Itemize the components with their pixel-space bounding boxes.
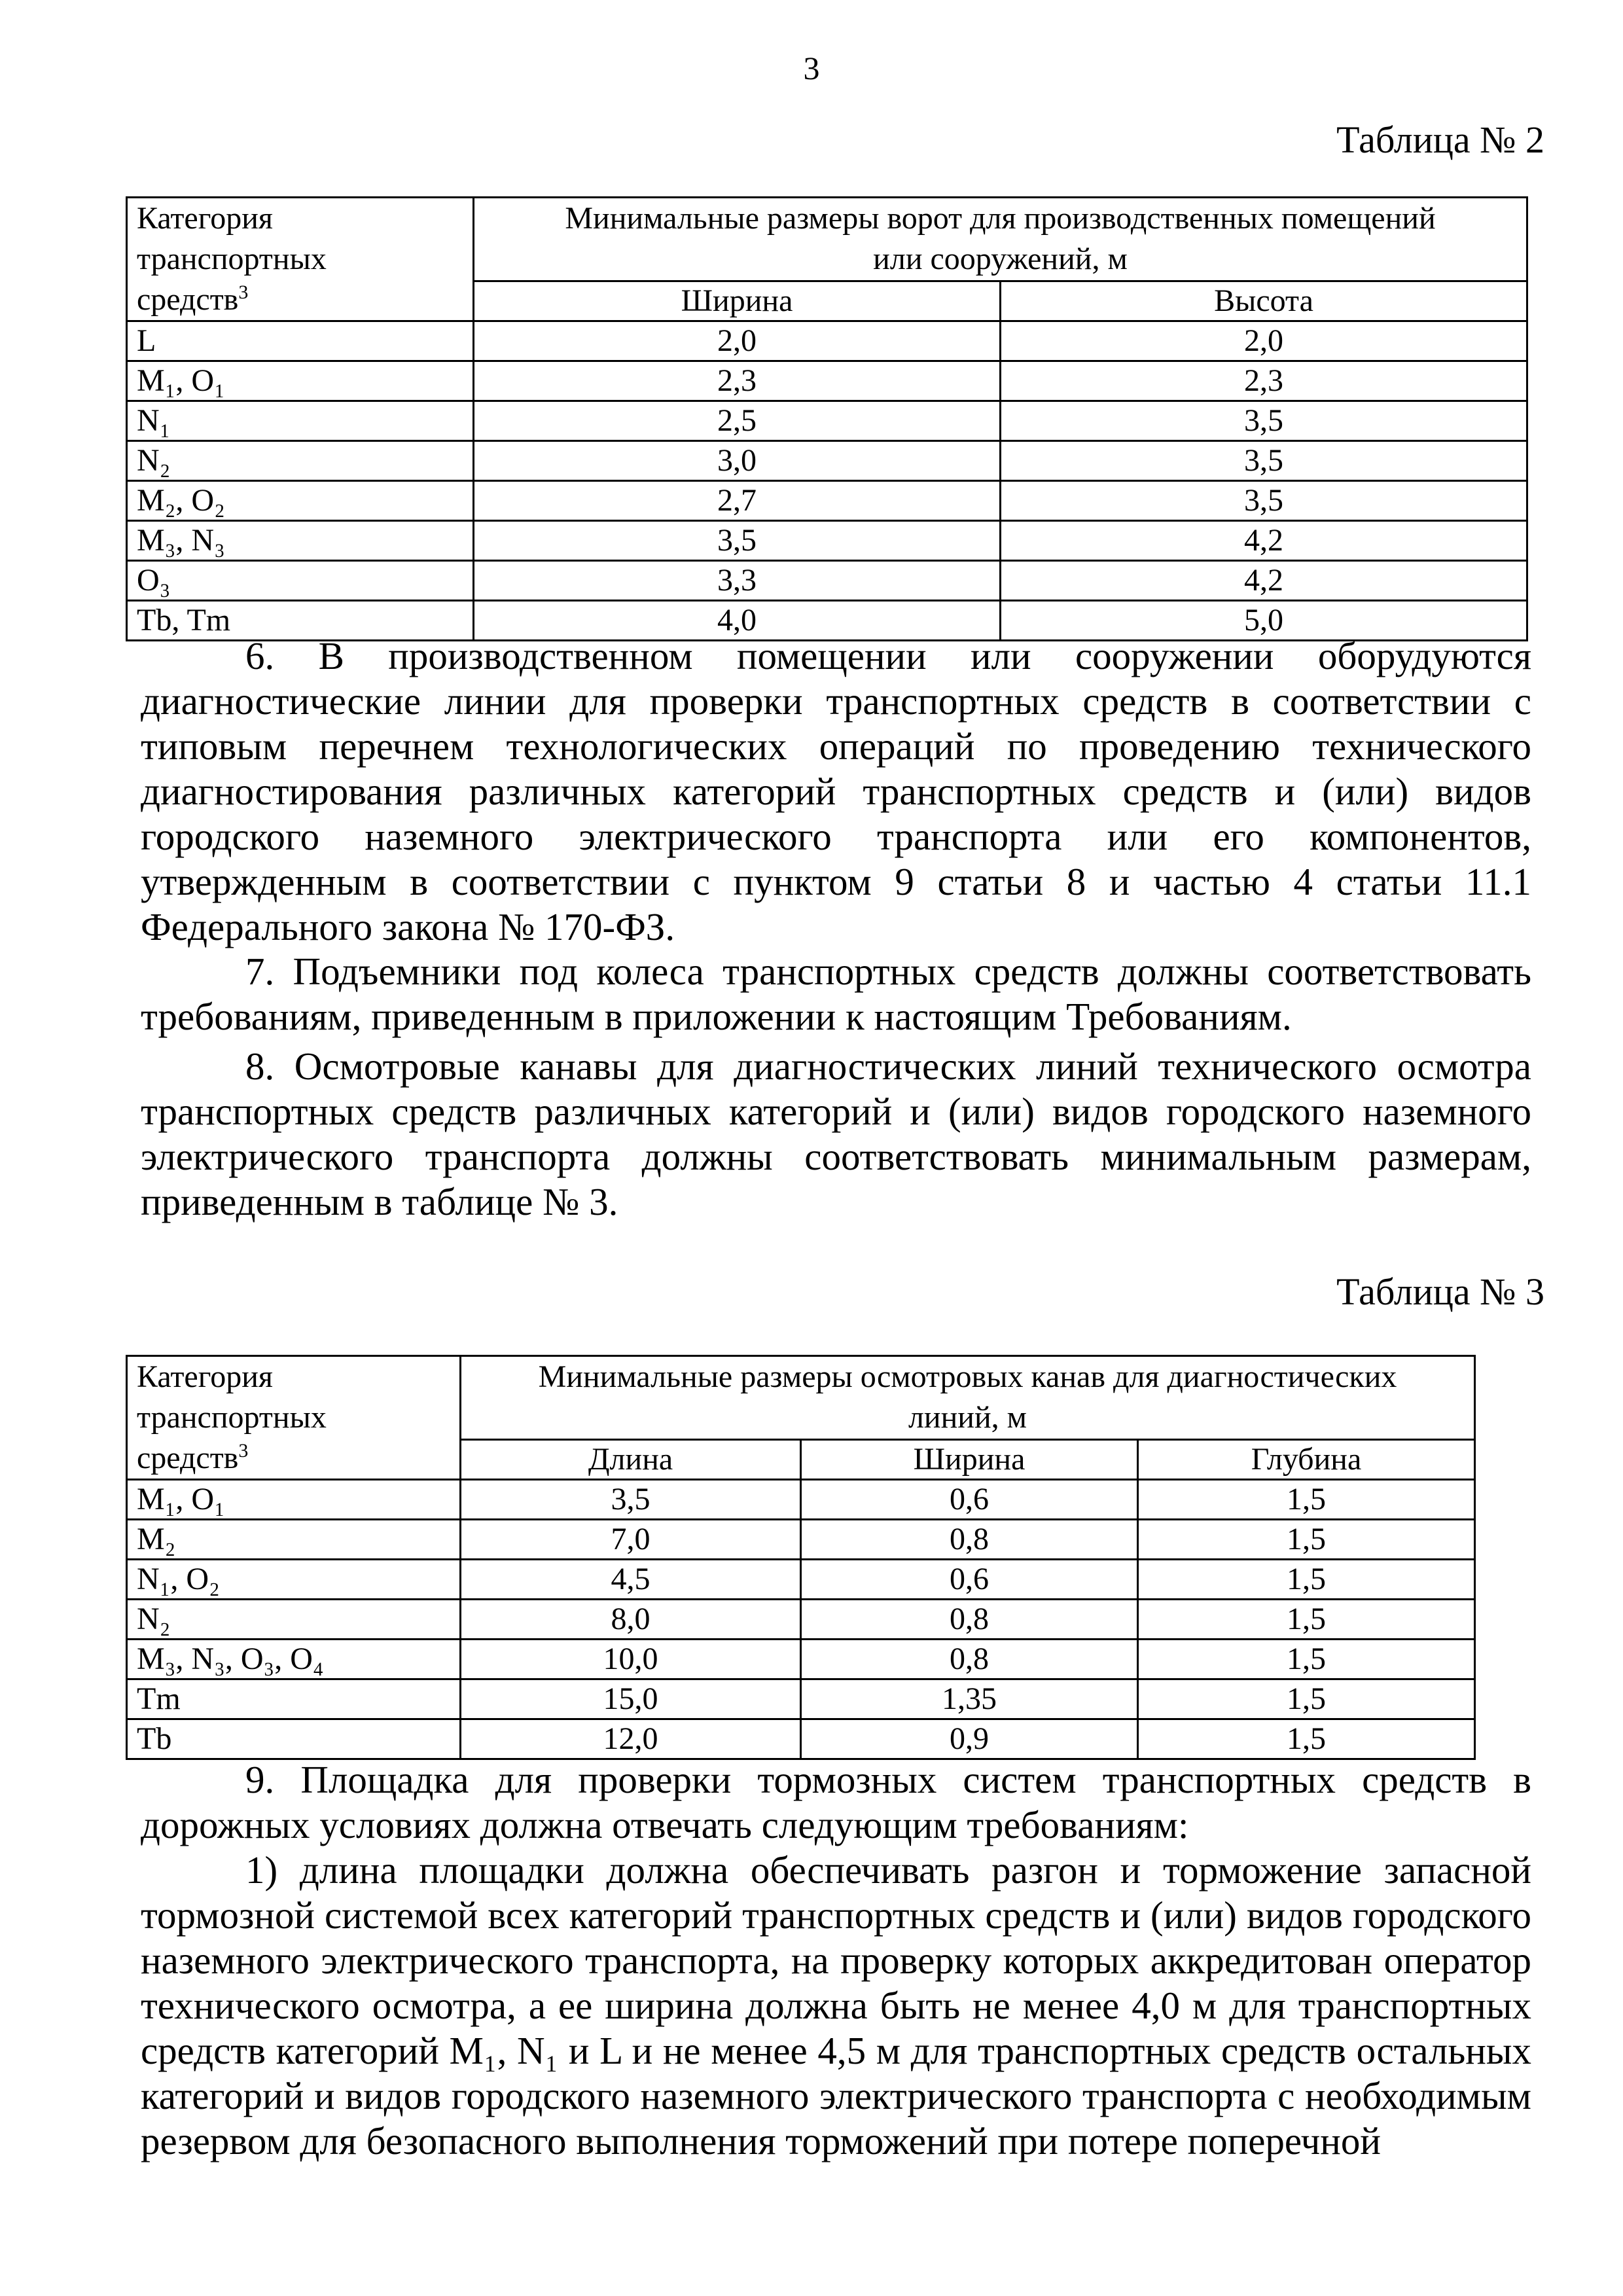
table-2-group-header: Минимальные размеры ворот для производственных помещений или сооружений, м [474, 198, 1527, 281]
table-cell: 4,5 [461, 1560, 801, 1600]
table-row [127, 561, 1527, 601]
table-cell: Tm [127, 1679, 461, 1719]
table-2-col-height: Высота [1001, 281, 1527, 321]
table-row [127, 1640, 1475, 1679]
table-row [127, 1679, 1475, 1719]
table-cell: 4,2 [1001, 561, 1527, 601]
table-cell: 2,7 [474, 481, 1001, 521]
table-cell: 1,5 [1138, 1560, 1475, 1600]
table-row [127, 441, 1527, 481]
table-cell: 1,35 [801, 1679, 1138, 1719]
table-cell: 3,5 [461, 1480, 801, 1520]
table-cell: 10,0 [461, 1640, 801, 1679]
table-cell: 0,6 [801, 1480, 1138, 1520]
table-cell: 0,8 [801, 1520, 1138, 1560]
table-cell: M₁, O₁ [127, 361, 474, 401]
table-cell: L [127, 321, 474, 361]
table-cell: 2,3 [474, 361, 1001, 401]
table-row [127, 521, 1527, 561]
table-cell: M₂, O₂ [127, 481, 474, 521]
table-row [127, 321, 1527, 361]
table-cell: N₁ [127, 401, 474, 441]
table-cell: 3,3 [474, 561, 1001, 601]
table-cell: 0,9 [801, 1719, 1138, 1759]
table-3-col-depth: Глубина [1138, 1439, 1475, 1479]
table-2-category-header: Категория транспортных средств$^3$ [127, 198, 474, 321]
table-cell: 1,5 [1138, 1640, 1475, 1679]
table-row [127, 1600, 1475, 1640]
paragraph-7: 7. Подъемники под колеса транспортных средств должны соответствовать требованиям, приведенным в приложении к настоящим Требованиям. [141, 950, 1531, 1038]
table-cell: 2,3 [1001, 361, 1527, 401]
table-2 [126, 196, 1528, 641]
table-cell: 4,0 [474, 601, 1001, 641]
table-row [127, 1480, 1475, 1520]
table-cell: 1,5 [1138, 1719, 1475, 1759]
table-cell: 8,0 [461, 1600, 801, 1640]
table-cell: 2,0 [1001, 321, 1527, 361]
table-cell: 7,0 [461, 1520, 801, 1560]
table-3-category-header: Категория транспортных средств$^3$ [127, 1356, 461, 1480]
table-cell: 3,5 [1001, 481, 1527, 521]
table-3-group-header: Минимальные размеры осмотровых канав для диагностических линий, м [461, 1356, 1475, 1440]
table-cell: M₃, N₃, O₃, O₄ [127, 1640, 461, 1679]
table-cell: 0,8 [801, 1600, 1138, 1640]
table-2-col-width: Ширина [474, 281, 1001, 321]
table-row [127, 1520, 1475, 1560]
table-cell: 0,6 [801, 1560, 1138, 1600]
table-cell: 3,0 [474, 441, 1001, 481]
table-row [127, 361, 1527, 401]
table-cell: M₃, N₃ [127, 521, 474, 561]
table-cell: 1,5 [1138, 1600, 1475, 1640]
table-cell: 3,5 [474, 521, 1001, 561]
table-cell: 12,0 [461, 1719, 801, 1759]
table-row [127, 481, 1527, 521]
table-row [127, 401, 1527, 441]
table-cell: 1,5 [1138, 1480, 1475, 1520]
table-cell: O₃ [127, 561, 474, 601]
table-row [127, 1560, 1475, 1600]
table-cell: 3,5 [1001, 441, 1527, 481]
table-2-caption: Таблица № 2 [1336, 118, 1544, 161]
table-3 [126, 1355, 1476, 1760]
page-number: 3 [803, 50, 820, 86]
table-cell: 2,5 [474, 401, 1001, 441]
table-cell: 5,0 [1001, 601, 1527, 641]
table-cell: 1,5 [1138, 1520, 1475, 1560]
table-cell: 4,2 [1001, 521, 1527, 561]
table-cell: Tb, Tm [127, 601, 474, 641]
table-cell: 15,0 [461, 1679, 801, 1719]
table-cell: M₁, O₁ [127, 1480, 461, 1520]
table-cell: 2,0 [474, 321, 1001, 361]
table-cell: N₁, O₂ [127, 1560, 461, 1600]
paragraph-9-item-1: 1) длина площадки должна обеспечивать разгон и торможение запасной тормозной системой всех категорий транспортных средств и (или) видов городского наземного электрического транспорта, на проверку которых аккредитован оператор технического осмотра, а ее ширина должна быть не менее 4,0 м для транспортных средств категорий M₁, N₁ и L и не менее 4,5 м для транспортных средств остальных категорий и видов городского наземного электрического транспорта с необходимым резервом для безопасного выполнения торможений при потере поперечной [141, 1848, 1531, 2162]
table-cell: M₂ [127, 1520, 461, 1560]
paragraph-9: 9. Площадка для проверки тормозных систем транспортных средств в дорожных условиях должна отвечать следующим требованиям: 1) длина площадки должна обеспечивать разгон и торможение запасной тормозной системой всех категорий транспортных средств и (или) видов городского наземного электрического транспорта, на проверку которых аккредитован оператор технического осмотра, а ее ширина должна быть не менее 4,0 м для транспортных средств категорий M₁, N₁ и L и не менее 4,5 м для транспортных средств остальных категорий и видов городского наземного электрического транспорта с необходимым резервом для безопасного выполнения торможений при потере поперечной [141, 1758, 1531, 2162]
table-cell: 0,8 [801, 1640, 1138, 1679]
paragraph-8: 8. Осмотровые канавы для диагностических линий технического осмотра транспортных средств различных категорий и (или) видов городского наземного электрического транспорта должны соответствовать минимальным размерам, приведенным в таблице № 3. [141, 1045, 1531, 1223]
table-cell: 3,5 [1001, 401, 1527, 441]
table-3-caption: Таблица № 3 [1336, 1270, 1544, 1313]
paragraph-6: 6. В производственном помещении или сооружении оборудуются диагностические линии для проверки транспортных средств в соответствии с типовым перечнем технологических операций по проведению технического диагностирования различных категорий транспортных средств и (или) видов городского наземного электрического транспорта или его компонентов, утвержденным в соответствии с пунктом 9 статьи 8 и частью 4 статьи 11.1 Федерального закона № 170-ФЗ. [141, 634, 1531, 948]
table-3-col-width: Ширина [801, 1439, 1138, 1479]
table-row [127, 1719, 1475, 1759]
table-3-col-length: Длина [461, 1439, 801, 1479]
table-cell: 1,5 [1138, 1679, 1475, 1719]
table-cell: Tb [127, 1719, 461, 1759]
table-cell: N₂ [127, 1600, 461, 1640]
table-cell: N₂ [127, 441, 474, 481]
